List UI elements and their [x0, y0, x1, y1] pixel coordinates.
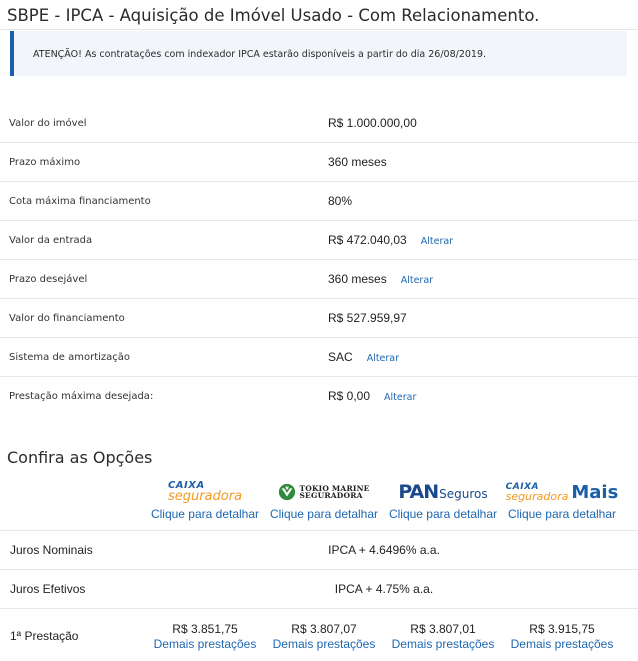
caixa-seguradora-mais-logo: CAIXA seguradora Mais: [505, 481, 619, 503]
payment-value: R$ 3.851,75: [172, 622, 238, 636]
other-payments-link[interactable]: Demais prestações: [510, 637, 614, 651]
page-title: SBPE - IPCA - Aquisição de Imóvel Usado - Com Relacionamento.: [7, 6, 540, 25]
options-comparison-table: [0, 530, 638, 661]
payment-cell: [266, 622, 382, 651]
summary-value: 80%: [328, 194, 353, 208]
summary-row-financing-value: [0, 299, 638, 338]
row-value: IPCA + 4.75% a.a.: [334, 582, 434, 596]
pan-seguros-logo: PAN Seguros: [398, 481, 488, 503]
simulation-summary-table: [0, 104, 638, 416]
summary-label: Prazo máximo: [9, 157, 81, 168]
payment-value: R$ 3.807,07: [291, 622, 357, 636]
summary-label: Cota máxima financiamento: [9, 196, 151, 207]
change-down-payment-link[interactable]: Alterar: [420, 236, 454, 247]
alert-box: [10, 31, 627, 76]
title-divider: [0, 29, 638, 30]
summary-row-property-value: [0, 104, 638, 143]
summary-label: Valor do financiamento: [9, 313, 125, 324]
summary-value: 360 meses: [328, 155, 387, 169]
row-nominal-interest: [0, 531, 638, 570]
summary-value: R$ 1.000.000,00: [328, 116, 417, 130]
summary-value: R$ 0,00 Alterar: [328, 389, 417, 403]
change-max-payment-link[interactable]: Alterar: [384, 392, 417, 403]
caixa-seguradora-logo: CAIXA seguradora: [167, 480, 243, 504]
row-label: Juros Efetivos: [10, 582, 86, 596]
summary-value: SAC Alterar: [328, 350, 400, 364]
tokio-marine-emblem-icon: [278, 483, 296, 501]
detail-link[interactable]: Clique para detalhar: [269, 507, 379, 521]
insurer-caixa-seguradora-mais[interactable]: [504, 478, 620, 524]
row-effective-interest: [0, 570, 638, 609]
row-first-payment: [0, 609, 638, 661]
row-label: Juros Nominais: [10, 543, 93, 557]
detail-link[interactable]: Clique para detalhar: [150, 507, 260, 521]
row-value: IPCA + 4.6496% a.a.: [328, 543, 440, 557]
other-payments-link[interactable]: Demais prestações: [391, 637, 495, 651]
row-label: 1ª Prestação: [10, 629, 79, 643]
insurer-tokio-marine[interactable]: [266, 478, 382, 524]
payment-cell: [504, 622, 620, 651]
payment-cell: [385, 622, 501, 651]
summary-row-max-term: [0, 143, 638, 182]
summary-row-max-desired-payment: [0, 377, 638, 416]
options-section-title: Confira as Opções: [7, 448, 153, 467]
summary-label: Prestação máxima desejada:: [9, 391, 154, 402]
payment-cell: [147, 622, 263, 651]
payment-value: R$ 3.915,75: [529, 622, 595, 636]
detail-link[interactable]: Clique para detalhar: [507, 507, 617, 521]
summary-row-max-financing-quota: [0, 182, 638, 221]
change-amortization-link[interactable]: Alterar: [366, 353, 400, 364]
summary-value: 360 meses Alterar: [328, 272, 434, 286]
insurer-pan-seguros[interactable]: [385, 478, 501, 524]
alert-text: ATENÇÃO! As contratações com indexador IPCA estarão disponíveis a partir do dia 26/08/2019.: [33, 49, 487, 60]
insurer-caixa-seguradora[interactable]: [147, 478, 263, 524]
summary-value: R$ 527.959,97: [328, 311, 407, 325]
summary-row-amortization-system: [0, 338, 638, 377]
summary-label: Sistema de amortização: [9, 352, 131, 363]
summary-row-down-payment: [0, 221, 638, 260]
summary-value: R$ 472.040,03 Alterar: [328, 233, 454, 247]
detail-link[interactable]: Clique para detalhar: [388, 507, 498, 521]
summary-label: Valor do imóvel: [9, 118, 87, 129]
summary-label: Prazo desejável: [9, 274, 88, 285]
summary-label: Valor da entrada: [9, 235, 93, 246]
tokio-marine-logo: TOKIO MARINE SEGURADORA: [266, 478, 382, 506]
other-payments-link[interactable]: Demais prestações: [272, 637, 376, 651]
change-desired-term-link[interactable]: Alterar: [400, 275, 434, 286]
other-payments-link[interactable]: Demais prestações: [153, 637, 257, 651]
payment-value: R$ 3.807,01: [410, 622, 476, 636]
summary-row-desired-term: [0, 260, 638, 299]
